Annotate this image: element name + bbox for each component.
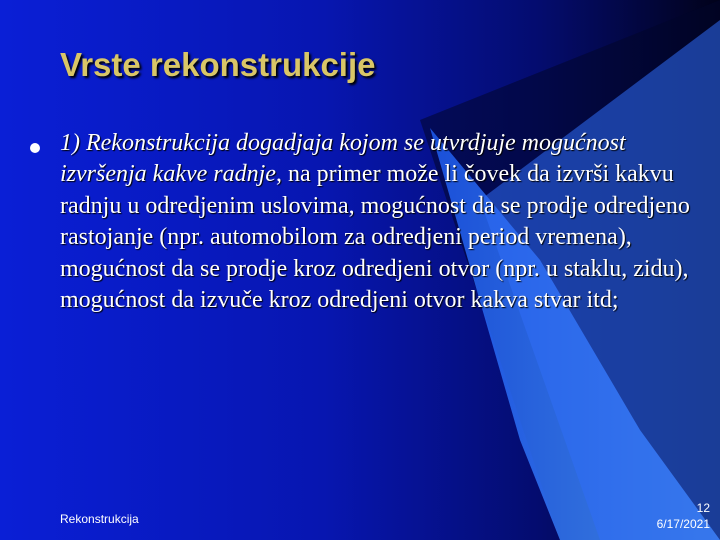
bullet-icon — [30, 143, 40, 153]
body-italic-text: 1) Rekonstrukcija dogadjaja kojom se utvrdjuje mogućnost izvršenja kakve radnje — [60, 130, 626, 188]
slide-date: 6/17/2021 — [656, 517, 710, 531]
footer-page-info — [657, 500, 710, 532]
slide-body-text — [60, 128, 700, 316]
page-number: 12 — [696, 501, 710, 515]
body-normal-text: , na primer može li čovek da izvrši kakvu radnju u odredjenim uslovima, mogućnost da se prodje odredjeno rastojanje (npr. automobilom za odredjeni period vremena), mogućnost da se prodje kroz odredjeni otvor (npr. u staklu, zidu), mogućnost da izvuče kroz odredjeni otvor kakva stvar itd; — [60, 161, 690, 314]
slide-title: Vrste rekonstrukcije — [60, 46, 376, 83]
footer-label: Rekonstrukcija — [60, 512, 139, 526]
